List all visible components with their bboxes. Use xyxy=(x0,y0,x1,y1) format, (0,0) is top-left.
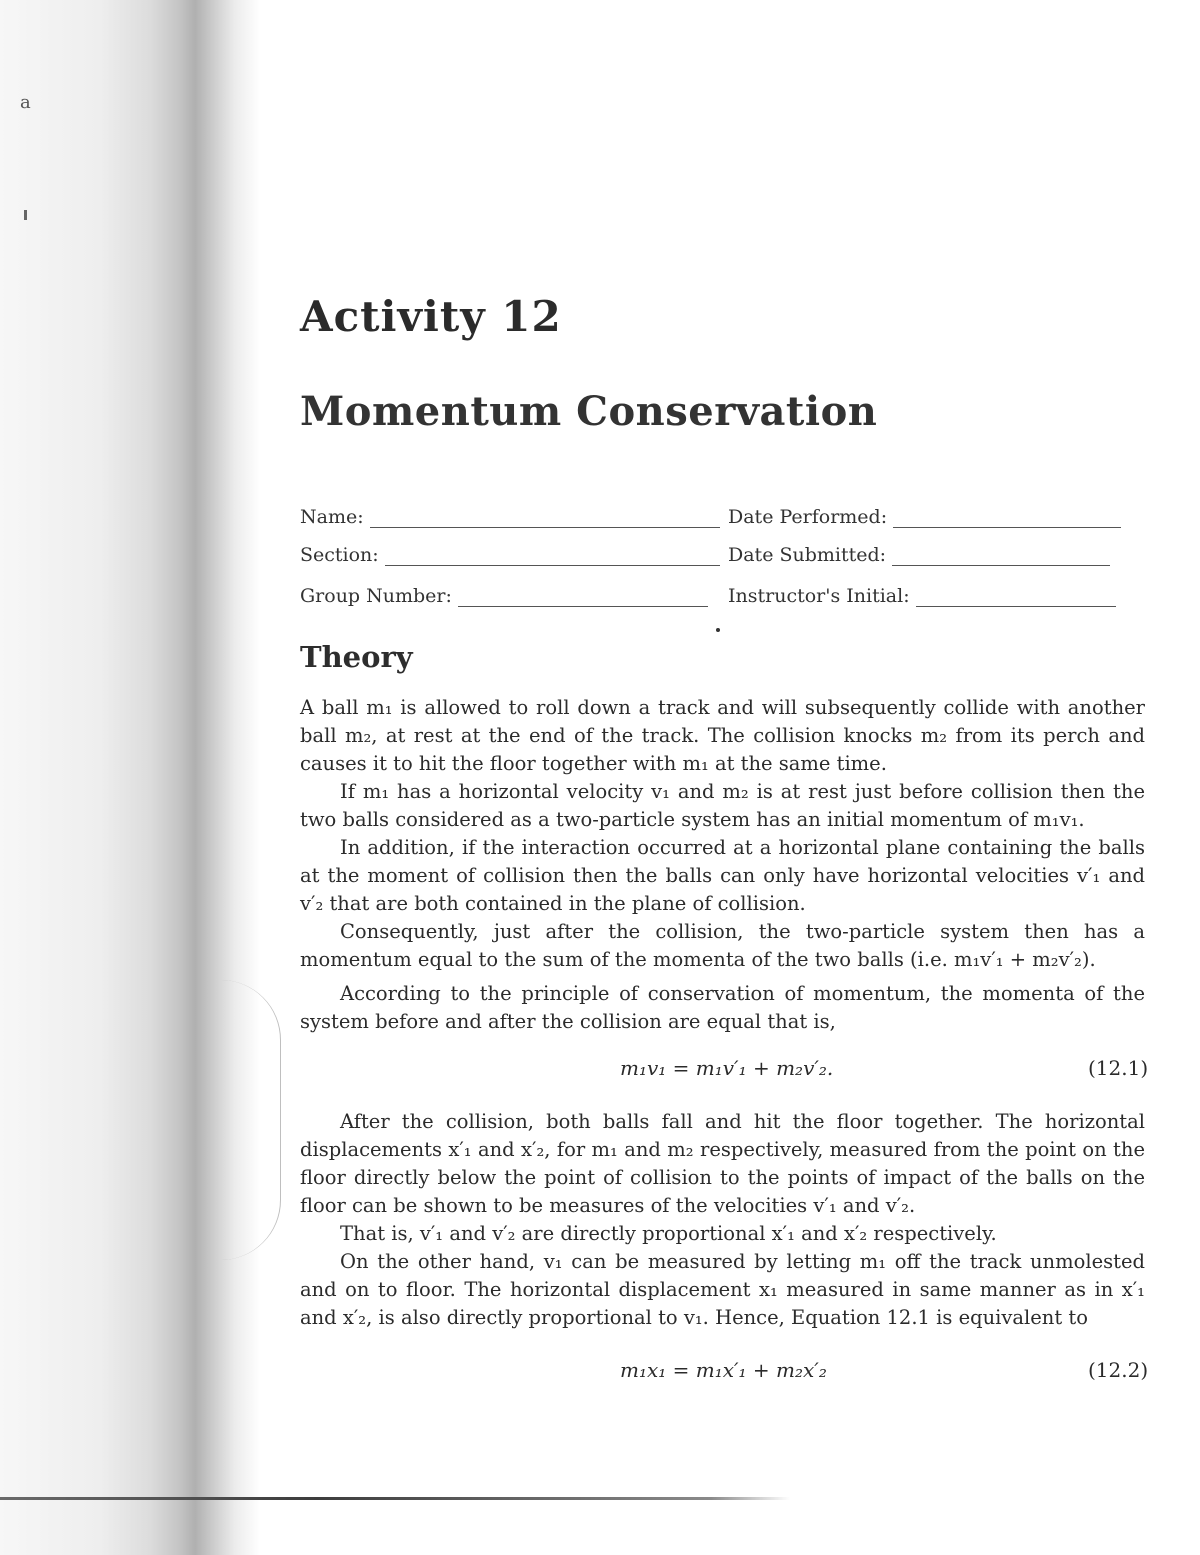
equation-12-1-number: (12.1) xyxy=(1088,1056,1149,1080)
date-performed-line[interactable] xyxy=(893,513,1121,528)
name-label: Name: xyxy=(300,506,364,528)
theory-paragraph-8: On the other hand, v₁ can be measured by letting m₁ off the track unmolested and on to floor. The horizontal displacement x₁ measured in same manner as in x′₁ and x′₂, is also directly proportional to v₁. Hence, Equation 12.1 is equivalent to xyxy=(300,1250,1145,1329)
group-number-line[interactable] xyxy=(458,592,708,607)
instructor-initial-label: Instructor's Initial: xyxy=(728,585,910,607)
activity-number: Activity 12 xyxy=(300,292,562,341)
instructor-initial-field[interactable] xyxy=(728,585,1116,607)
group-number-field[interactable] xyxy=(300,585,708,607)
date-submitted-field[interactable] xyxy=(728,544,1110,566)
date-submitted-line[interactable] xyxy=(892,551,1110,566)
name-line[interactable] xyxy=(370,513,720,528)
section-line[interactable] xyxy=(385,551,720,566)
instructor-initial-line[interactable] xyxy=(916,592,1116,607)
scan-bottom-edge xyxy=(0,1497,790,1500)
theory-paragraph-6: After the collision, both balls fall and hit the floor together. The horizontal displacements x′₁ and x′₂, for m₁ and m₂ respectively, measured from the point on the floor directly below the point of collision to the points of impact of the balls on the floor can be shown to be measures of the velocities v′₁ and v′₂. xyxy=(300,1110,1145,1217)
group-number-label: Group Number: xyxy=(300,585,452,607)
date-performed-field[interactable] xyxy=(728,506,1121,528)
scan-spine-shadow xyxy=(0,0,260,1555)
theory-heading: Theory xyxy=(300,640,413,674)
equation-12-2-number: (12.2) xyxy=(1088,1358,1149,1382)
theory-paragraph-1: A ball m₁ is allowed to roll down a track and will subsequently collide with another ball m₂, at rest at the end of the track. The collision knocks m₂ from its perch and causes it to hit the floor together with m₁ at the same time. xyxy=(300,696,1145,775)
theory-paragraph-7: That is, v′₁ and v′₂ are directly proportional x′₁ and x′₂ respectively. xyxy=(340,1222,997,1245)
equation-12-1: m₁v₁ = m₁v′₁ + m₂v′₂. xyxy=(620,1056,834,1080)
scan-margin-marks: a xyxy=(20,92,31,113)
section-field[interactable] xyxy=(300,544,720,566)
page-title: Momentum Conservation xyxy=(300,388,878,435)
name-field[interactable] xyxy=(300,506,720,528)
theory-paragraph-4: Consequently, just after the collision, the two-particle system then has a momentum equal to the sum of the momenta of the two balls (i.e. m₁v′₁ + m₂v′₂). xyxy=(300,920,1145,971)
date-submitted-label: Date Submitted: xyxy=(728,544,887,566)
scan-speck xyxy=(716,628,720,632)
theory-paragraph-5: According to the principle of conservation of momentum, the momenta of the system before and after the collision are equal that is, xyxy=(300,982,1145,1033)
theory-paragraph-2: If m₁ has a horizontal velocity v₁ and m₂ is at rest just before collision then the two balls considered as a two-particle system has an initial momentum of m₁v₁. xyxy=(300,780,1145,831)
theory-paragraph-3: In addition, if the interaction occurred at a horizontal plane containing the balls at the moment of collision then the balls can only have horizontal velocities v′₁ and v′₂ that are both contained in the plane of collision. xyxy=(300,836,1145,915)
date-performed-label: Date Performed: xyxy=(728,506,888,528)
equation-12-2: m₁x₁ = m₁x′₁ + m₂x′₂ xyxy=(620,1358,827,1382)
scan-page-curve xyxy=(200,980,281,1260)
section-label: Section: xyxy=(300,544,379,566)
